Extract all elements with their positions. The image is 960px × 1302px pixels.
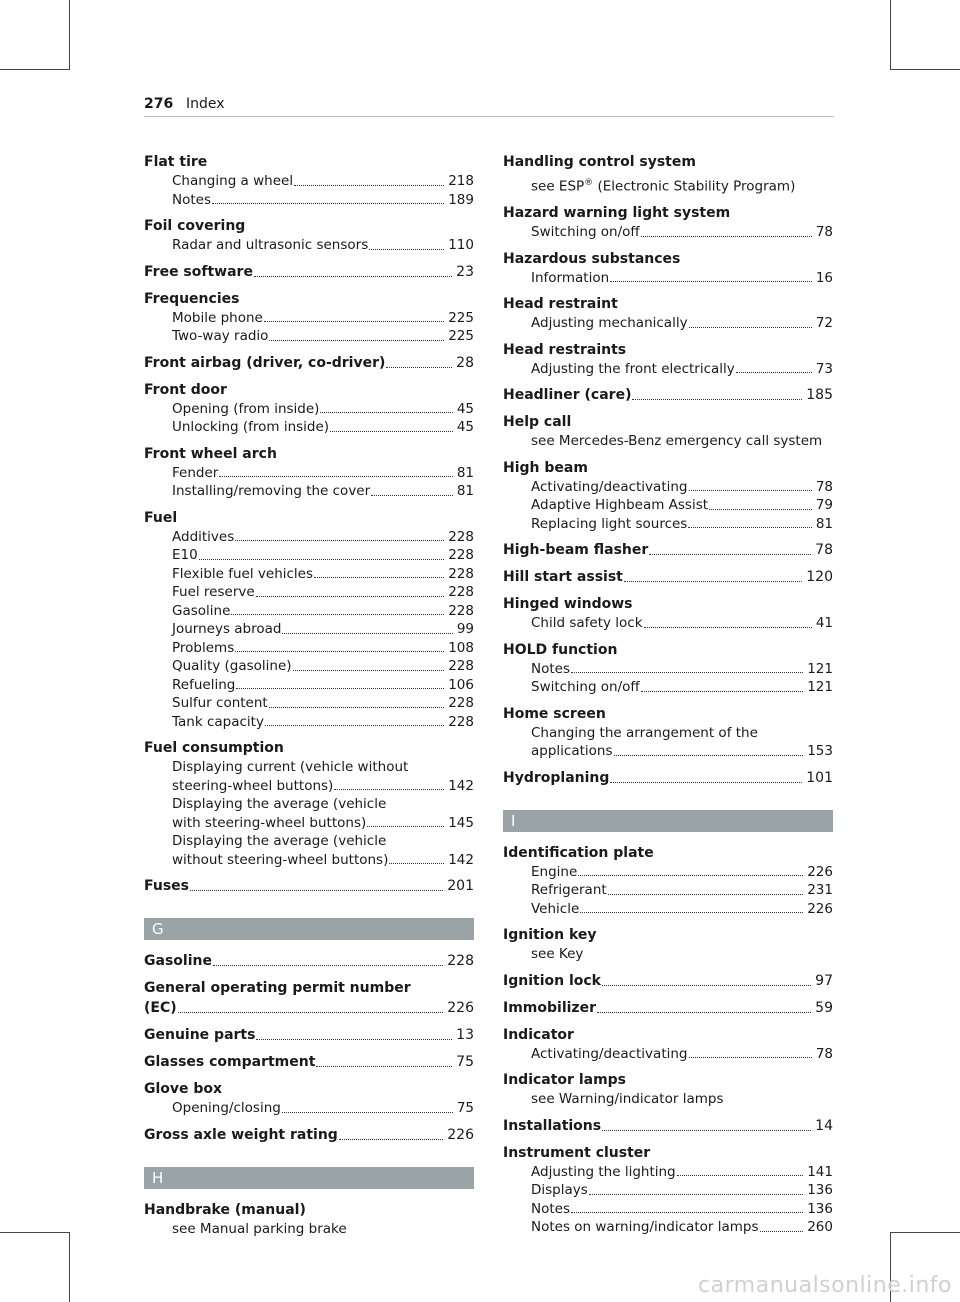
index-entry	[503, 925, 833, 964]
index-entry	[144, 1079, 474, 1118]
sub-entry[interactable]: Activating/deactivating 78	[531, 1045, 833, 1062]
sub-entry[interactable]: Fuel reserve 228	[172, 584, 474, 600]
entry-heading: Indicator	[503, 1026, 574, 1043]
crop-mark	[890, 0, 891, 70]
index-entry[interactable]: Hill start assist 120	[503, 569, 833, 585]
sub-entry[interactable]: Refrigerant 231	[531, 882, 833, 898]
entry-heading: Handling control system	[503, 154, 696, 170]
sub-entry[interactable]: Journeys abroad 99	[172, 621, 474, 637]
crop-mark	[69, 0, 70, 70]
sub-entry[interactable]: Child safety lock 41	[531, 615, 833, 631]
index-entry[interactable]: Hydroplaning 101	[503, 769, 833, 786]
entry-heading: Fuel	[144, 509, 178, 526]
crop-mark	[890, 1232, 960, 1233]
entry-heading: Home screen	[503, 705, 606, 722]
entry-heading: Fuel consumption	[144, 740, 284, 756]
index-entry	[144, 508, 474, 732]
sub-entry[interactable]: Displaying the average (vehicle without steering-wheel buttons) 142	[172, 833, 474, 868]
entry-heading: Indicator lamps	[503, 1072, 627, 1088]
index-entry	[503, 843, 833, 919]
index-entry	[144, 289, 474, 346]
index-entry	[144, 738, 474, 869]
index-entry[interactable]: Gross axle weight rating 226	[144, 1126, 474, 1143]
section-letter-h: H	[144, 1167, 474, 1189]
index-entry	[503, 340, 833, 379]
sub-entry[interactable]: Radar and ultrasonic sensors 110	[172, 237, 474, 253]
index-column-right	[503, 152, 833, 1244]
index-entry	[503, 412, 833, 451]
index-entry[interactable]: High-beam flasher 78	[503, 542, 833, 558]
page-number: 276	[144, 96, 174, 112]
sub-entry[interactable]: Adjusting mechanically 72	[531, 315, 833, 331]
watermark: carmanualsonline.info	[698, 1273, 952, 1298]
sub-entry[interactable]: Displays 136	[531, 1182, 833, 1198]
see-reference[interactable]: see Key	[531, 946, 584, 962]
sub-entry[interactable]: Refueling 106	[172, 676, 474, 693]
section-letter-g: G	[144, 918, 474, 940]
sub-entry[interactable]: Gasoline 228	[172, 602, 474, 619]
crop-mark	[0, 1232, 70, 1233]
entry-heading: Front wheel arch	[144, 445, 277, 462]
page-header	[144, 94, 834, 117]
sub-entry[interactable]: Vehicle 226	[531, 900, 833, 917]
sub-entry[interactable]: Unlocking (from inside) 45	[172, 419, 474, 435]
index-entry	[503, 704, 833, 761]
index-entry	[144, 1200, 474, 1239]
crop-mark	[69, 1232, 70, 1302]
index-entry[interactable]: Ignition lock 97	[503, 972, 833, 989]
sub-entry[interactable]: Tank capacity 228	[172, 713, 474, 730]
sub-entry[interactable]: Mobile phone 225	[172, 309, 474, 326]
sub-entry[interactable]: Fender 81	[172, 464, 474, 481]
entry-heading: Head restraints	[503, 341, 627, 358]
index-entry	[503, 458, 833, 534]
entry-heading: Head restraint	[503, 296, 618, 312]
index-entry	[144, 216, 474, 255]
sub-entry[interactable]: Quality (gasoline) 228	[172, 658, 474, 674]
index-entry	[144, 152, 474, 209]
sub-entry[interactable]: Additives 228	[172, 528, 474, 545]
entry-heading: Hazard warning light system	[503, 205, 731, 221]
sub-entry[interactable]: Engine 226	[531, 863, 833, 880]
entry-heading: Foil covering	[144, 218, 246, 234]
sub-entry[interactable]: Adjusting the lighting 141	[531, 1163, 833, 1180]
index-entry	[503, 594, 833, 633]
index-entry[interactable]: Genuine parts 13	[144, 1027, 474, 1043]
entry-heading: Identification plate	[503, 844, 654, 861]
entry-heading: Handbrake (manual)	[144, 1201, 306, 1218]
index-entry[interactable]: Installations 14	[503, 1117, 833, 1134]
sub-entry[interactable]: Replacing light sources 81	[531, 515, 833, 532]
index-entry[interactable]: Immobilizer 59	[503, 999, 833, 1016]
index-entry	[144, 380, 474, 437]
sub-entry[interactable]: Adaptive Highbeam Assist 79	[531, 497, 833, 513]
entry-heading: Glove box	[144, 1081, 223, 1097]
index-entry	[503, 1025, 833, 1064]
sub-entry[interactable]: Changing a wheel 218	[172, 173, 474, 189]
entry-heading: Front door	[144, 381, 227, 398]
index-entry[interactable]: Headliner (care) 185	[503, 387, 833, 403]
entry-heading: HOLD function	[503, 641, 618, 658]
entry-heading: Flat tire	[144, 154, 208, 170]
page-title: Index	[186, 96, 225, 112]
index-entry[interactable]: Fuses 201	[144, 878, 474, 894]
see-reference[interactable]: see ESP® (Electronic Stability Program)	[531, 178, 796, 195]
sub-entry[interactable]: E10 228	[172, 547, 474, 563]
entry-heading: Frequencies	[144, 290, 240, 307]
sub-entry[interactable]: Notes on warning/indicator lamps 260	[531, 1219, 833, 1235]
sub-entry[interactable]: Sulfur content 228	[172, 695, 474, 711]
sub-entry[interactable]: Notes 189	[172, 191, 474, 208]
index-entry	[503, 249, 833, 288]
index-entry	[503, 1070, 833, 1109]
index-entry	[503, 1143, 833, 1237]
sub-entry[interactable]: Displaying the average (vehicle with steering-wheel buttons) 145	[172, 796, 474, 831]
sub-entry[interactable]: Activating/deactivating 78	[531, 478, 833, 495]
see-reference[interactable]: see Mercedes-Benz emergency call system	[531, 433, 823, 449]
entry-heading: Help call	[503, 414, 572, 430]
crop-mark	[0, 69, 70, 70]
entry-heading: High beam	[503, 459, 588, 476]
index-entry	[144, 444, 474, 501]
sub-entry[interactable]: Notes 136	[531, 1200, 833, 1217]
sub-entry[interactable]: Adjusting the front electrically 73	[531, 360, 833, 377]
entry-heading: Ignition key	[503, 927, 597, 943]
sub-entry[interactable]: Problems 108	[172, 639, 474, 656]
index-entry	[503, 294, 833, 333]
sub-entry[interactable]: Two-way radio 225	[172, 328, 474, 344]
sub-entry[interactable]: Flexible fuel vehicles 228	[172, 565, 474, 582]
sub-entry[interactable]: Information 16	[531, 269, 833, 286]
sub-entry[interactable]: Switching on/off 121	[531, 679, 833, 695]
see-reference[interactable]: see Manual parking brake	[172, 1220, 347, 1237]
index-entry[interactable]: Free software 23	[144, 263, 474, 280]
sub-entry[interactable]: Notes 121	[531, 660, 833, 677]
sub-entry[interactable]: Opening (from inside) 45	[172, 400, 474, 417]
section-letter-i: I	[503, 810, 833, 832]
sub-entry[interactable]: Opening/closing 75	[172, 1100, 474, 1116]
entry-heading: Hinged windows	[503, 596, 633, 612]
index-column-left	[144, 152, 474, 1245]
crop-mark	[890, 69, 960, 70]
index-entry[interactable]: Front airbag (driver, co-driver) 28	[144, 354, 474, 371]
index-entry[interactable]: Glasses compartment 75	[144, 1054, 474, 1070]
sub-entry[interactable]: Changing the arrangement of the applications 153	[531, 724, 833, 759]
sub-entry[interactable]: Displaying current (vehicle without steering-wheel buttons) 142	[172, 759, 474, 794]
index-entry[interactable]: Gasoline 228	[144, 953, 474, 969]
sub-entry[interactable]: Installing/removing the cover 81	[172, 483, 474, 499]
see-reference[interactable]: see Warning/indicator lamps	[531, 1091, 724, 1107]
sub-entry[interactable]: Switching on/off 78	[531, 224, 833, 240]
entry-heading: Hazardous substances	[503, 250, 681, 267]
index-entry[interactable]: General operating permit number (EC) 226	[144, 980, 474, 1016]
index-entry	[503, 203, 833, 242]
index-entry	[503, 640, 833, 697]
entry-heading: Instrument cluster	[503, 1144, 651, 1161]
index-entry	[503, 152, 833, 196]
